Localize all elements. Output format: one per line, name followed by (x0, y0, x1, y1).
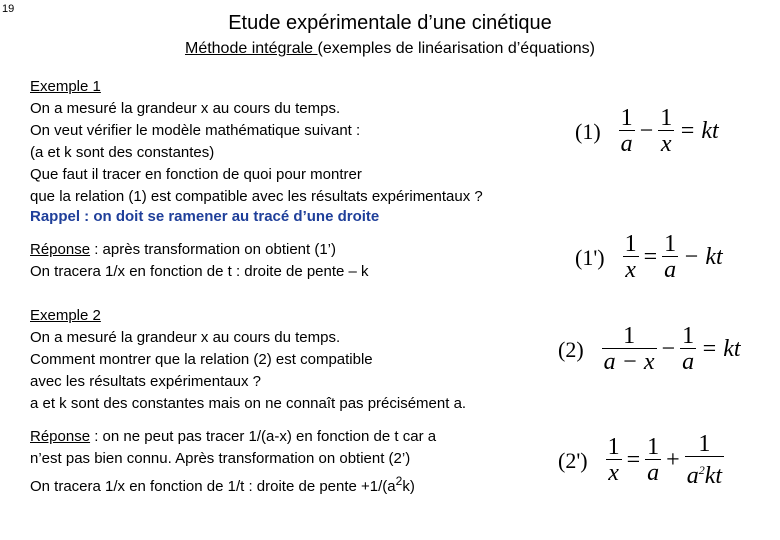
eq1-term2-den: x (660, 131, 672, 157)
eq1-term2 (658, 106, 674, 157)
example1-answer-label: Réponse (30, 241, 91, 258)
eq2p-tag: (2') (558, 447, 588, 473)
eq2p-term3-den (685, 457, 724, 489)
page-number: 19 (2, 3, 15, 15)
example2-line-4: a et k sont des constantes mais on ne connaît pas précisément a. (30, 395, 467, 412)
equation-2-prime (558, 432, 724, 489)
eq1p-term1 (623, 232, 639, 283)
eq1p-term2-den: a (664, 257, 677, 283)
eq2p-term1 (606, 435, 622, 486)
eq2p-den-sup: 2 (698, 463, 705, 477)
eq2p-term3 (685, 432, 724, 489)
eq2-term1-den: a − x (603, 349, 655, 375)
eq2-op: − (661, 336, 676, 362)
eq1-rhs: = kt (679, 118, 719, 144)
eq2-term1 (602, 324, 657, 375)
example1-reminder: Rappel : on doit se ramener au tracé d’une droite (30, 208, 380, 225)
eq2p-term1-num: 1 (607, 434, 620, 460)
equation-1-prime (575, 232, 724, 283)
example2-line-2: Comment montrer que la relation (2) est compatible (30, 351, 373, 368)
eq1p-term1-num: 1 (624, 231, 637, 257)
example1-answer-text: : après transformation on obtient (1’) (90, 241, 337, 258)
eq2p-op2: + (666, 447, 680, 473)
example2-answer-line3 (30, 470, 415, 498)
eq1-tag: (1) (575, 118, 601, 144)
eq1p-term2 (662, 232, 678, 283)
eq2-term2-num: 1 (682, 323, 695, 349)
example2-answer-line2: n’est pas bien connu. Après transformation on obtient (2’) (30, 450, 411, 467)
eq2-term1-num: 1 (623, 323, 636, 349)
example2-answer-line3-post: k) (402, 478, 415, 495)
eq1p-tag: (1') (575, 244, 605, 270)
eq1p-term1-den: x (625, 257, 636, 283)
slide-subtitle (0, 40, 780, 58)
eq1p-rhs: − kt (683, 244, 723, 270)
eq1p-term2-num: 1 (664, 231, 677, 257)
example1-answer-line2: On tracera 1/x en fonction de t : droite de pente – k (30, 263, 369, 280)
eq2p-term2-num: 1 (647, 434, 660, 460)
example1-heading: Exemple 1 (30, 78, 101, 95)
example2-answer-label: Réponse (30, 428, 91, 445)
eq2-term2 (680, 324, 696, 375)
example2-line-3: avec les résultats expérimentaux ? (30, 373, 261, 390)
example1-answer (30, 239, 336, 261)
eq2p-term2 (645, 435, 661, 486)
eq2p-den-rest: kt (704, 463, 723, 489)
eq2p-op1: = (626, 447, 641, 473)
equation-1 (575, 106, 720, 157)
example2-answer-text: : on ne peut pas tracer 1/(a-x) en fonction de t car a (90, 428, 437, 445)
eq2-tag: (2) (558, 336, 584, 362)
eq1p-op: = (643, 244, 658, 270)
example2-answer (30, 426, 436, 448)
eq2-term2-den: a (682, 349, 695, 375)
eq2p-term2-den: a (647, 460, 660, 486)
eq1-term2-num: 1 (660, 105, 673, 131)
eq2p-term3-num: 1 (698, 431, 711, 457)
example2-line-1: On a mesuré la grandeur x au cours du temps. (30, 329, 341, 346)
example1-line-3: (a et k sont des constantes) (30, 144, 215, 161)
example1-line-5: que la relation (1) est compatible avec les résultats expérimentaux ? (30, 188, 483, 205)
eq1-term1-num: 1 (620, 105, 633, 131)
slide-title: Etude expérimentale d’une cinétique (228, 12, 552, 34)
eq2p-term1-den: x (608, 460, 619, 486)
subtitle-rest: (exemples de linéarisation d’équations) (317, 40, 596, 57)
example2-answer-line3-pre: On tracera 1/x en fonction de 1/t : droite de pente +1/(a (30, 478, 396, 495)
example2-heading: Exemple 2 (30, 307, 101, 324)
eq1-term1 (619, 106, 635, 157)
example1-line-1: On a mesuré la grandeur x au cours du temps. (30, 100, 341, 117)
eq1-term1-den: a (620, 131, 633, 157)
eq2-rhs: = kt (701, 336, 741, 362)
eq2p-den-a: a (686, 463, 699, 489)
equation-2 (558, 324, 742, 375)
example1-line-2: On veut vérifier le modèle mathématique suivant : (30, 122, 361, 139)
subtitle-underlined: Méthode intégrale (184, 40, 318, 57)
example2-answer-line3-sup: 2 (395, 474, 403, 488)
eq1-op: − (639, 118, 654, 144)
example1-line-4: Que faut il tracer en fonction de quoi pour montrer (30, 166, 362, 183)
